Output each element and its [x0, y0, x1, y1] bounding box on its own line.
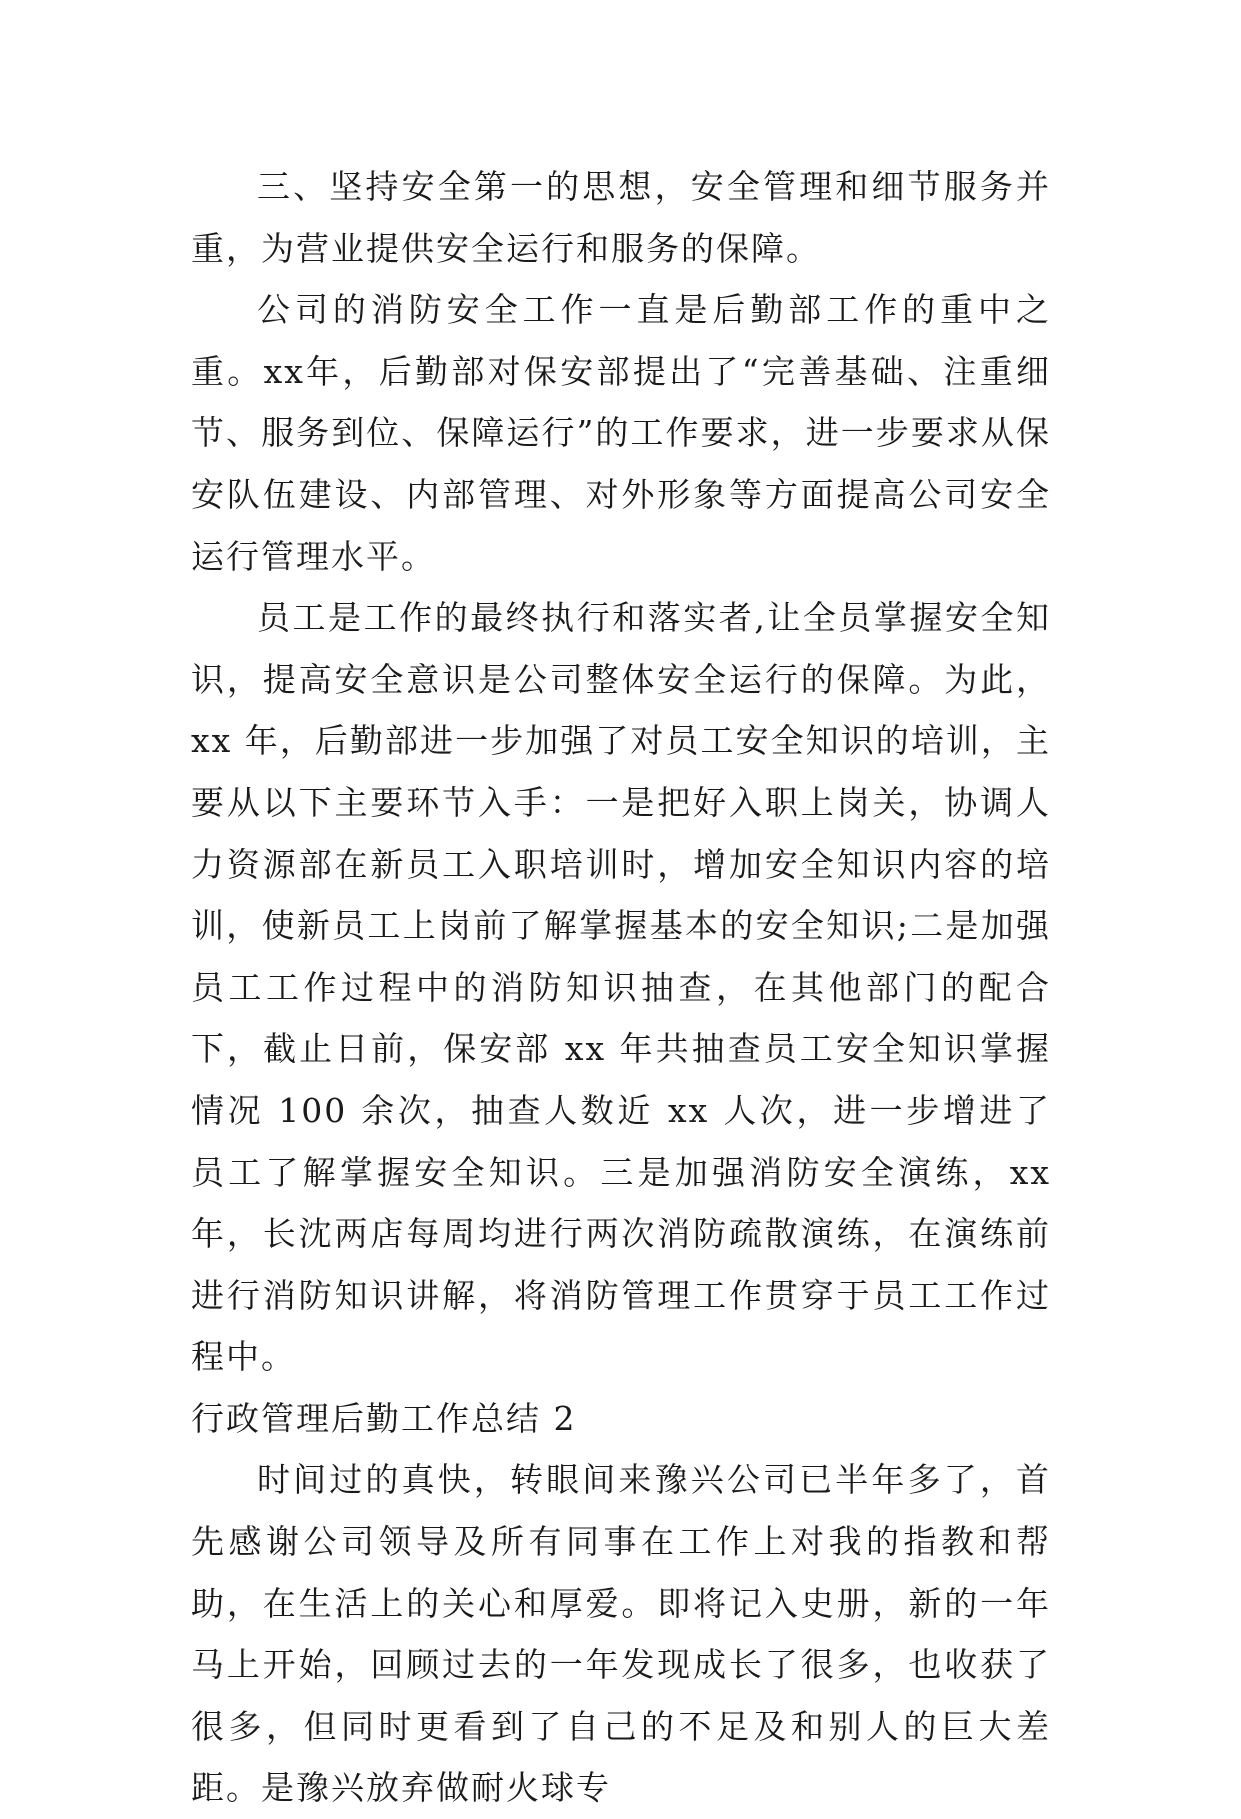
- document-body: [191, 156, 1051, 1819]
- paragraph-fire-safety: 公司的消防安全工作一直是后勤部工作的重中之重。xx年，后勤部对保安部提出了“完善基础、注重细节、服务到位、保障运行”的工作要求，进一步要求从保安队伍建设、内部管理、对外形象等方面提高公司安全运行管理水平。: [191, 290, 1051, 576]
- paragraph-safety-first: 三、坚持安全第一的思想，安全管理和细节服务并重，为营业提供安全运行和服务的保障。: [191, 167, 1051, 268]
- paragraph-reflection: 时间过的真快，转眼间来豫兴公司已半年多了，首先感谢公司领导及所有同事在工作上对我的指教和帮助，在生活上的关心和厚爱。即将记入史册，新的一年马上开始，回顾过去的一年发现成长了很多，也收获了很多，但同时更看到了自己的不足及和别人的巨大差距。是豫兴放弃做耐火球专: [191, 1460, 1051, 1808]
- section-heading: 行政管理后勤工作总结 2: [191, 1398, 577, 1438]
- paragraph-staff-training: 员工是工作的最终执行和落实者,让全员掌握安全知识，提高安全意识是公司整体安全运行的保障。为此，xx 年，后勤部进一步加强了对员工安全知识的培训，主要从以下主要环节入手：一是把好入职上岗关，协调人力资源部在新员工入职培训时，增加安全知识内容的培训，使新员工上岗前了解掌握基本的安全知识;二是加强员工工作过程中的消防知识抽查，在其他部门的配合下，截止日前，保安部 xx 年共抽查员工安全知识掌握情况 100 余次，抽查人数近 xx 人次，进一步增进了员工了解掌握安全知识。三是加强消防安全演练，xx 年，长沈两店每周均进行两次消防疏散演练，在演练前进行消防知识讲解，将消防管理工作贯穿于员工工作过程中。: [191, 598, 1051, 1377]
